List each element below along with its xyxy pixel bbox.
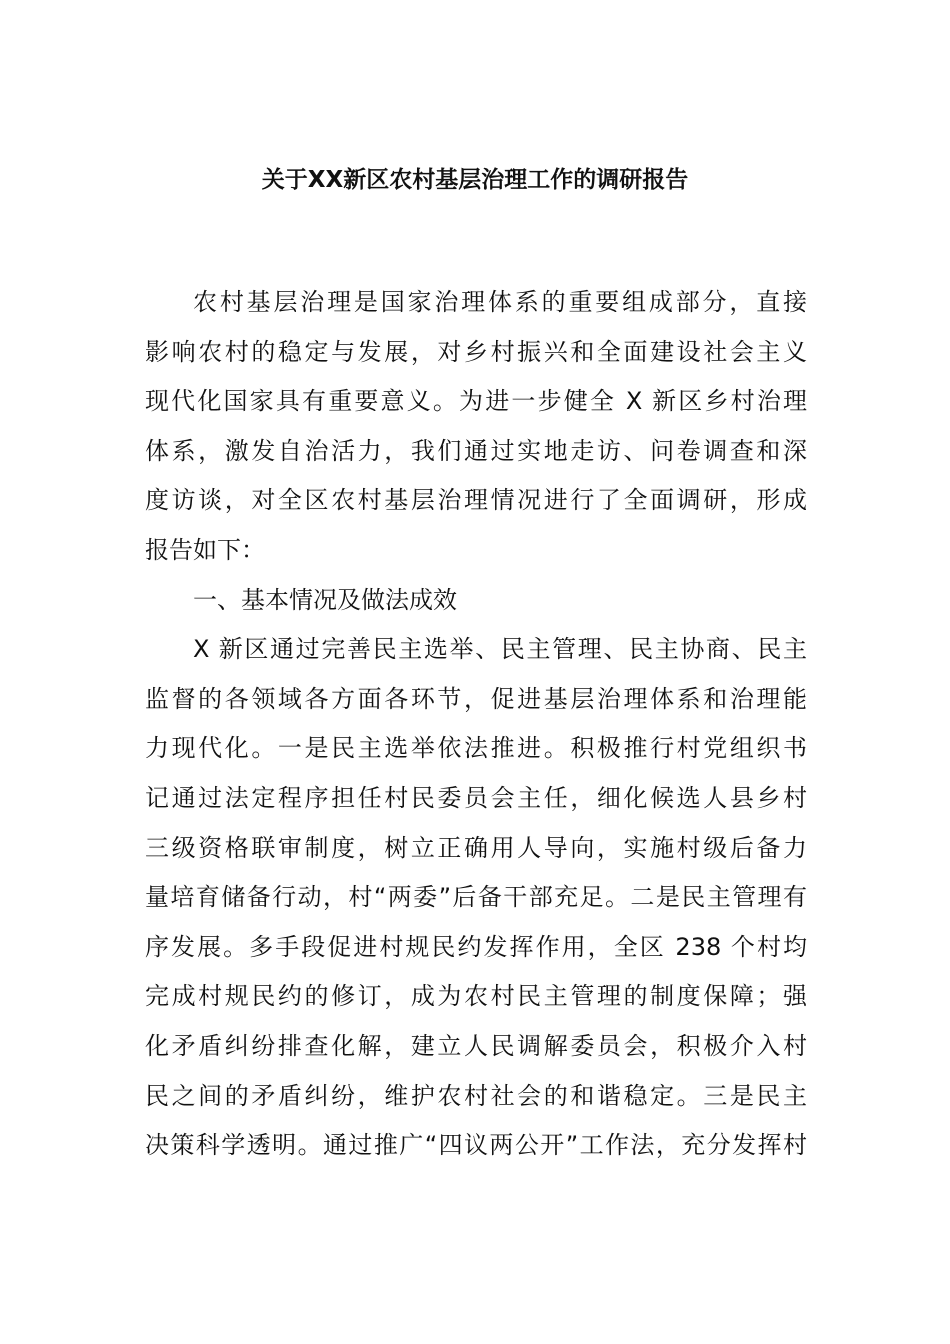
- paragraph-line: 监督的各领域各方面各环节，促进基层治理体系和治理能: [145, 684, 807, 713]
- paragraph-line: 完成村规民约的修订，成为农村民主管理的制度保障；强: [145, 982, 807, 1011]
- paragraph-line: 现代化国家具有重要意义。为进一步健全 X 新区乡村治理: [145, 387, 807, 416]
- paragraph-line: 影响农村的稳定与发展，对乡村振兴和全面建设社会主义: [145, 337, 807, 366]
- paragraph-line: X 新区通过完善民主选举、民主管理、民主协商、民主: [193, 635, 807, 664]
- paragraph-line: 记通过法定程序担任村民委员会主任，细化候选人县乡村: [145, 783, 807, 812]
- paragraph-line: 化矛盾纠纷排查化解，建立人民调解委员会，积极介入村: [145, 1031, 807, 1060]
- paragraph-line: 量培育储备行动，村“两委”后备干部充足。二是民主管理有: [145, 883, 807, 912]
- paragraph-line: 决策科学透明。通过推广“四议两公开”工作法，充分发挥村: [145, 1131, 807, 1160]
- paragraph-line: 民之间的矛盾纠纷，维护农村社会的和谐稳定。三是民主: [145, 1081, 807, 1110]
- paragraph-line: 序发展。多手段促进村规民约发挥作用，全区 238 个村均: [145, 932, 807, 961]
- section-heading: 一、基本情况及做法成效: [193, 585, 457, 614]
- paragraph-line: 力现代化。一是民主选举依法推进。积极推行村党组织书: [145, 734, 807, 763]
- paragraph-line: 农村基层治理是国家治理体系的重要组成部分，直接: [193, 288, 807, 316]
- paragraph-line: 度访谈，对全区农村基层治理情况进行了全面调研，形成: [145, 486, 807, 515]
- document-title: 关于XX新区农村基层治理工作的调研报告: [261, 167, 689, 193]
- paragraph-line: 报告如下：: [145, 535, 265, 564]
- paragraph-line: 三级资格联审制度，树立正确用人导向，实施村级后备力: [145, 833, 807, 862]
- paragraph-line: 体系，激发自治活力，我们通过实地走访、问卷调查和深: [145, 436, 807, 465]
- document-body: [145, 278, 807, 1171]
